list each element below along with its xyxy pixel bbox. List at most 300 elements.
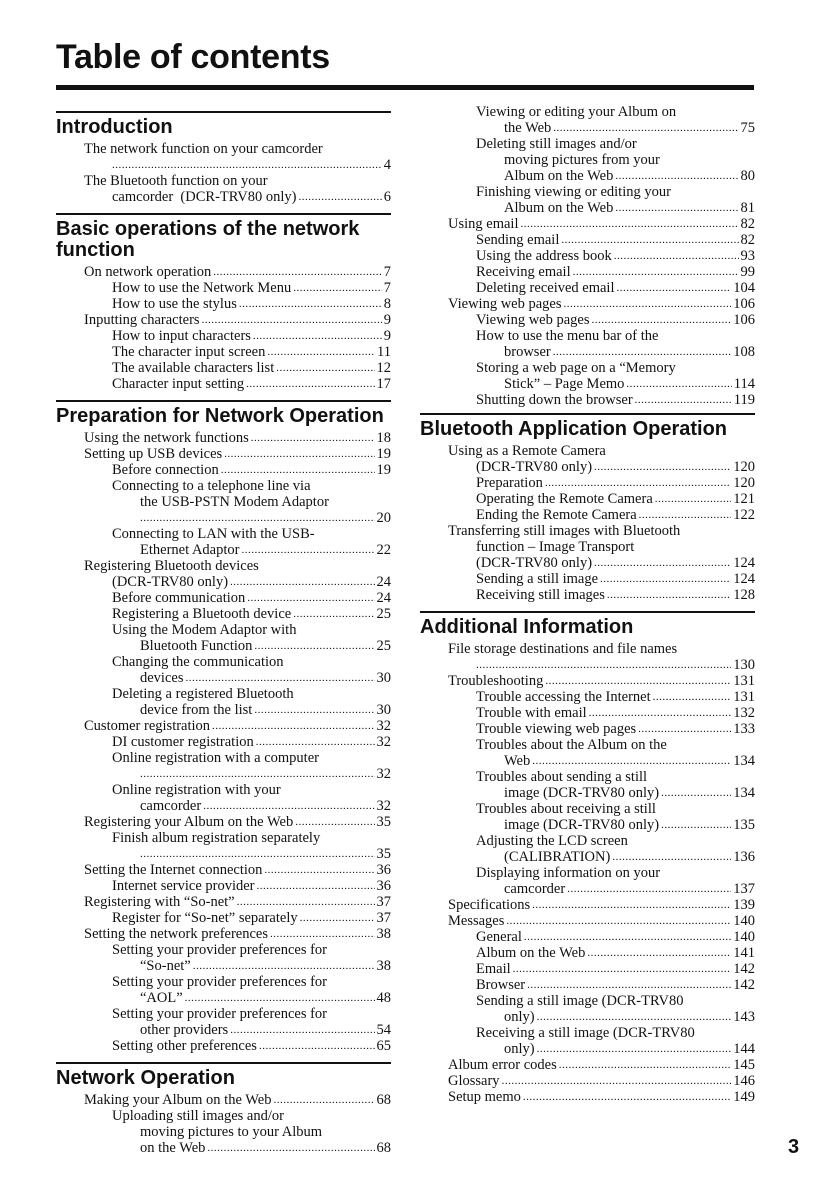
toc-entry[interactable] bbox=[56, 814, 391, 830]
toc-page-number: 137 bbox=[733, 881, 755, 897]
toc-entry-title: Album on the Web bbox=[504, 200, 614, 216]
toc-entry[interactable] bbox=[56, 430, 391, 446]
toc-entry[interactable] bbox=[56, 862, 391, 878]
toc-entry-title: Setting up USB devices bbox=[84, 446, 223, 462]
toc-page-number: 82 bbox=[740, 232, 755, 248]
toc-entry-line: Setting your provider preferences for bbox=[112, 1006, 328, 1022]
dot-leader bbox=[259, 1038, 375, 1054]
toc-entry[interactable] bbox=[420, 705, 755, 721]
toc-page-number: 130 bbox=[733, 657, 755, 673]
toc-entry-title: Shutting down the browser bbox=[476, 392, 633, 408]
toc-entry[interactable] bbox=[56, 462, 391, 478]
dot-leader bbox=[545, 673, 731, 689]
toc-entry[interactable] bbox=[56, 478, 391, 526]
toc-entry-title: image (DCR-TRV80 only) bbox=[504, 817, 660, 833]
toc-entry-title: browser bbox=[504, 344, 551, 360]
toc-page-number: 132 bbox=[733, 705, 755, 721]
toc-entry-title: Using email bbox=[448, 216, 519, 232]
toc-entry-title: Using the address book bbox=[476, 248, 612, 264]
dot-leader bbox=[520, 216, 738, 232]
title-rule bbox=[56, 85, 754, 90]
toc-page-number: 136 bbox=[733, 849, 755, 865]
toc-entry[interactable] bbox=[420, 1025, 755, 1057]
toc-page-number: 99 bbox=[740, 264, 755, 280]
toc-entry[interactable] bbox=[56, 878, 391, 894]
toc-entry-line: File storage destinations and file names bbox=[448, 641, 678, 657]
dot-leader bbox=[502, 1073, 732, 1089]
toc-page-number: 30 bbox=[376, 670, 391, 686]
toc-page-number: 145 bbox=[733, 1057, 755, 1073]
dot-leader bbox=[193, 958, 375, 974]
toc-entry[interactable] bbox=[56, 1038, 391, 1054]
toc-entry[interactable] bbox=[56, 344, 391, 360]
toc-entry-line: Receiving a still image (DCR-TRV80 bbox=[476, 1025, 695, 1041]
dot-leader bbox=[221, 462, 375, 478]
toc-entry[interactable] bbox=[56, 942, 391, 974]
toc-entry-line: Finish album registration separately bbox=[112, 830, 321, 846]
toc-entry-line: Transferring still images with Bluetooth bbox=[448, 523, 681, 539]
toc-page-number: 9 bbox=[383, 328, 391, 344]
dot-leader bbox=[545, 475, 731, 491]
toc-entry-title: Registering a Bluetooth device bbox=[112, 606, 292, 622]
toc-entry[interactable] bbox=[56, 280, 391, 296]
toc-entry-line: Online registration with your bbox=[112, 782, 281, 798]
toc-entry-title: Trouble accessing the Internet bbox=[476, 689, 651, 705]
toc-page-number: 37 bbox=[376, 894, 391, 910]
toc-entry-title: How to input characters bbox=[112, 328, 251, 344]
dot-leader bbox=[293, 606, 374, 622]
toc-section bbox=[420, 413, 755, 603]
toc-entry-title: Album error codes bbox=[448, 1057, 557, 1073]
toc-entry-title: Setting the Internet connection bbox=[84, 862, 263, 878]
toc-entry[interactable] bbox=[56, 296, 391, 312]
toc-entry-line: Uploading still images and/or bbox=[112, 1108, 284, 1124]
toc-page-number: 7 bbox=[383, 280, 391, 296]
dot-leader bbox=[635, 392, 732, 408]
toc-entry-line: Connecting to LAN with the USB- bbox=[112, 526, 315, 542]
page-number: 3 bbox=[788, 1136, 800, 1158]
dot-leader bbox=[251, 430, 375, 446]
toc-entry[interactable] bbox=[420, 913, 755, 929]
toc-page-number: 11 bbox=[377, 344, 391, 360]
toc-entry[interactable] bbox=[420, 248, 755, 264]
toc-entry-title: devices bbox=[140, 670, 184, 686]
toc-entry[interactable] bbox=[56, 910, 391, 926]
toc-entry[interactable] bbox=[420, 1089, 755, 1105]
toc-entry[interactable] bbox=[420, 216, 755, 232]
dot-leader bbox=[561, 232, 738, 248]
toc-page-number: 144 bbox=[733, 1041, 755, 1057]
toc-entry[interactable] bbox=[56, 173, 391, 205]
toc-page-number: 25 bbox=[376, 638, 391, 654]
section-heading[interactable]: Preparation for Network Operation bbox=[56, 405, 384, 427]
toc-page-number: 30 bbox=[376, 702, 391, 718]
toc-entry-line: Displaying information on your bbox=[476, 865, 661, 881]
dot-leader bbox=[247, 590, 374, 606]
toc-entry[interactable] bbox=[420, 833, 755, 865]
toc-entry[interactable] bbox=[56, 734, 391, 750]
toc-page-number: 139 bbox=[733, 897, 755, 913]
toc-page-number: 146 bbox=[733, 1073, 755, 1089]
toc-page-number: 134 bbox=[733, 785, 755, 801]
dot-leader bbox=[254, 638, 374, 654]
toc-entry-title: Viewing web pages bbox=[476, 312, 590, 328]
toc-page-number: 32 bbox=[376, 718, 391, 734]
toc-page-number: 124 bbox=[733, 555, 755, 571]
toc-page-number: 141 bbox=[733, 945, 755, 961]
dot-leader bbox=[506, 913, 731, 929]
dot-leader bbox=[661, 817, 731, 833]
dot-leader bbox=[600, 571, 731, 587]
toc-entry-title: “AOL” bbox=[140, 990, 183, 1006]
toc-entry[interactable] bbox=[420, 392, 755, 408]
toc-page-number: 54 bbox=[376, 1022, 391, 1038]
toc-page-number: 120 bbox=[733, 459, 755, 475]
toc-entry[interactable] bbox=[420, 136, 755, 184]
toc-entry[interactable] bbox=[420, 328, 755, 360]
toc-entry[interactable] bbox=[56, 1006, 391, 1038]
toc-page-number: 25 bbox=[376, 606, 391, 622]
dot-leader bbox=[230, 1022, 374, 1038]
toc-column-left bbox=[56, 105, 391, 1156]
toc-entry-title: Preparation bbox=[476, 475, 543, 491]
toc-entry-line: The Bluetooth function on your bbox=[84, 173, 268, 189]
toc-page-number: 133 bbox=[733, 721, 755, 737]
section-heading[interactable]: Network Operation bbox=[56, 1067, 235, 1089]
toc-entry-line: Online registration with a computer bbox=[112, 750, 319, 766]
dot-leader bbox=[140, 846, 375, 862]
toc-page-number: 17 bbox=[376, 376, 391, 392]
toc-entry[interactable] bbox=[420, 571, 755, 587]
toc-entry-line: Deleting a registered Bluetooth bbox=[112, 686, 294, 702]
toc-entry-line: moving pictures from your bbox=[504, 152, 660, 168]
toc-entry-title: only) bbox=[504, 1009, 535, 1025]
toc-entry-line: Setting your provider preferences for bbox=[112, 942, 328, 958]
dot-leader bbox=[140, 766, 375, 782]
toc-section bbox=[56, 213, 391, 392]
toc-entry[interactable] bbox=[56, 654, 391, 686]
toc-entry[interactable] bbox=[56, 526, 391, 558]
toc-entry-line: moving pictures to your Album bbox=[140, 1124, 323, 1140]
dot-leader bbox=[185, 670, 374, 686]
toc-entry-line: Storing a web page on a “Memory bbox=[476, 360, 676, 376]
toc-page-number: 106 bbox=[733, 296, 755, 312]
toc-entry[interactable] bbox=[420, 475, 755, 491]
dot-leader bbox=[230, 574, 374, 590]
toc-entry-title: Bluetooth Function bbox=[140, 638, 253, 654]
toc-entry-title: Messages bbox=[448, 913, 505, 929]
toc-entry[interactable] bbox=[420, 945, 755, 961]
toc-entry-title: (DCR-TRV80 only) bbox=[476, 555, 593, 571]
toc-entry[interactable] bbox=[420, 801, 755, 833]
toc-page-number: 38 bbox=[376, 958, 391, 974]
dot-leader bbox=[639, 507, 732, 523]
toc-page-number: 142 bbox=[733, 961, 755, 977]
toc-entry[interactable] bbox=[56, 830, 391, 862]
toc-entry-line: Sending a still image (DCR-TRV80 bbox=[476, 993, 684, 1009]
toc-page-number: 24 bbox=[376, 590, 391, 606]
toc-page-number: 32 bbox=[376, 734, 391, 750]
toc-page-number: 131 bbox=[733, 673, 755, 689]
toc-page-number: 36 bbox=[376, 862, 391, 878]
toc-entry[interactable] bbox=[420, 264, 755, 280]
dot-leader bbox=[564, 296, 732, 312]
toc-page-number: 120 bbox=[733, 475, 755, 491]
dot-leader bbox=[661, 785, 731, 801]
toc-page-number: 140 bbox=[733, 929, 755, 945]
toc-page-number: 12 bbox=[376, 360, 391, 376]
dot-leader bbox=[293, 280, 382, 296]
dot-leader bbox=[213, 264, 382, 280]
toc-entry-title: Register for “So-net” separately bbox=[112, 910, 298, 926]
dot-leader bbox=[615, 168, 738, 184]
dot-leader bbox=[532, 753, 731, 769]
toc-page-number: 48 bbox=[376, 990, 391, 1006]
dot-leader bbox=[617, 280, 732, 296]
dot-leader bbox=[256, 734, 375, 750]
toc-page-number: 131 bbox=[733, 689, 755, 705]
toc-section bbox=[56, 400, 391, 1054]
dot-leader bbox=[553, 120, 738, 136]
toc-page-number: 35 bbox=[376, 846, 391, 862]
toc-entry[interactable] bbox=[420, 360, 755, 392]
toc-entry-line: Troubles about receiving a still bbox=[476, 801, 656, 817]
toc-entry[interactable] bbox=[56, 376, 391, 392]
section-heading[interactable]: Bluetooth Application Operation bbox=[420, 418, 728, 440]
toc-entry-title: Receiving email bbox=[476, 264, 571, 280]
toc-page-number: 104 bbox=[733, 280, 755, 296]
toc-entry[interactable] bbox=[420, 993, 755, 1025]
page-title: Table of contents bbox=[56, 38, 330, 76]
toc-entry[interactable] bbox=[420, 641, 755, 673]
toc-entry[interactable] bbox=[420, 104, 755, 136]
dot-leader bbox=[112, 157, 382, 173]
toc-page-number: 65 bbox=[376, 1038, 391, 1054]
toc-page-number: 32 bbox=[376, 766, 391, 782]
dot-leader bbox=[594, 459, 731, 475]
toc-page-number: 22 bbox=[376, 542, 391, 558]
toc-entry[interactable] bbox=[420, 929, 755, 945]
dot-leader bbox=[626, 376, 731, 392]
toc-entry-title: image (DCR-TRV80 only) bbox=[504, 785, 660, 801]
toc-entry-title: The character input screen bbox=[112, 344, 266, 360]
toc-entry-title: other providers bbox=[140, 1022, 229, 1038]
toc-entry-title: Before connection bbox=[112, 462, 219, 478]
dot-leader bbox=[264, 862, 374, 878]
toc-entry[interactable] bbox=[420, 184, 755, 216]
toc-entry[interactable] bbox=[420, 523, 755, 571]
section-heading[interactable]: Basic operations of the network function bbox=[56, 218, 360, 261]
dot-leader bbox=[295, 814, 374, 830]
toc-entry[interactable] bbox=[420, 507, 755, 523]
toc-entry[interactable] bbox=[56, 328, 391, 344]
toc-entry[interactable] bbox=[56, 1108, 391, 1156]
toc-entry[interactable] bbox=[420, 1057, 755, 1073]
toc-entry-title: (DCR-TRV80 only) bbox=[476, 459, 593, 475]
toc-entry-title: On network operation bbox=[84, 264, 212, 280]
toc-entry-title: camcorder bbox=[504, 881, 566, 897]
toc-entry-title: General bbox=[476, 929, 522, 945]
toc-entry[interactable] bbox=[420, 312, 755, 328]
toc-entry-title: Character input setting bbox=[112, 376, 245, 392]
toc-entry-line: Troubles about sending a still bbox=[476, 769, 648, 785]
toc-entry[interactable] bbox=[56, 622, 391, 654]
toc-entry[interactable] bbox=[56, 750, 391, 782]
toc-page-number: 106 bbox=[733, 312, 755, 328]
dot-leader bbox=[246, 376, 374, 392]
toc-section bbox=[56, 1062, 391, 1156]
toc-entry-title: Setup memo bbox=[448, 1089, 521, 1105]
toc-page-number: 124 bbox=[733, 571, 755, 587]
toc-entry[interactable] bbox=[420, 977, 755, 993]
toc-entry[interactable] bbox=[420, 443, 755, 475]
toc-entry[interactable] bbox=[420, 897, 755, 913]
toc-entry-title: device from the list bbox=[140, 702, 253, 718]
toc-entry[interactable] bbox=[56, 264, 391, 280]
toc-entry-title: The available characters list bbox=[112, 360, 275, 376]
toc-entry[interactable] bbox=[56, 782, 391, 814]
toc-entry[interactable] bbox=[56, 894, 391, 910]
toc-entry[interactable] bbox=[420, 721, 755, 737]
toc-entry[interactable] bbox=[56, 606, 391, 622]
dot-leader bbox=[607, 587, 731, 603]
toc-page-number: 93 bbox=[740, 248, 755, 264]
dot-leader bbox=[239, 296, 382, 312]
toc-entry[interactable] bbox=[420, 587, 755, 603]
dot-leader bbox=[224, 446, 374, 462]
toc-entry[interactable] bbox=[420, 1073, 755, 1089]
toc-entry[interactable] bbox=[56, 446, 391, 462]
toc-entry-line: Troubles about the Album on the bbox=[476, 737, 667, 753]
toc-entry-line: Setting your provider preferences for bbox=[112, 974, 328, 990]
dot-leader bbox=[524, 929, 731, 945]
dot-leader bbox=[615, 200, 738, 216]
toc-entry-line: Using as a Remote Camera bbox=[448, 443, 606, 459]
toc-entry[interactable] bbox=[56, 974, 391, 1006]
toc-entry[interactable] bbox=[420, 673, 755, 689]
dot-leader bbox=[537, 1009, 732, 1025]
dot-leader bbox=[655, 491, 731, 507]
toc-entry[interactable] bbox=[420, 491, 755, 507]
toc-page-number: 140 bbox=[733, 913, 755, 929]
toc-entry[interactable] bbox=[56, 1092, 391, 1108]
toc-page-number: 143 bbox=[733, 1009, 755, 1025]
toc-entry-title: Sending email bbox=[476, 232, 560, 248]
toc-entry-title: Trouble viewing web pages bbox=[476, 721, 637, 737]
toc-entry-line: Deleting still images and/or bbox=[476, 136, 637, 152]
toc-entry-title: (CALIBRATION) bbox=[504, 849, 611, 865]
toc-entry-title: camcorder bbox=[140, 798, 202, 814]
toc-entry[interactable] bbox=[420, 689, 755, 705]
dot-leader bbox=[638, 721, 731, 737]
toc-entry-line: Connecting to a telephone line via bbox=[112, 478, 311, 494]
dot-leader bbox=[203, 798, 374, 814]
toc-entry-title: Setting other preferences bbox=[112, 1038, 257, 1054]
dot-leader bbox=[573, 264, 739, 280]
toc-entry[interactable] bbox=[56, 686, 391, 718]
toc-entry[interactable] bbox=[56, 590, 391, 606]
toc-page-number: 82 bbox=[740, 216, 755, 232]
section-heading[interactable]: Introduction bbox=[56, 116, 173, 138]
toc-entry-title: Sending a still image bbox=[476, 571, 599, 587]
toc-page-number: 7 bbox=[383, 264, 391, 280]
toc-entry-title: Ending the Remote Camera bbox=[476, 507, 637, 523]
toc-page-number: 68 bbox=[376, 1140, 391, 1156]
toc-page-number: 24 bbox=[376, 574, 391, 590]
dot-leader bbox=[527, 977, 731, 993]
toc-entry-title: How to use the Network Menu bbox=[112, 280, 292, 296]
toc-entry[interactable] bbox=[420, 961, 755, 977]
toc-entry-title: Inputting characters bbox=[84, 312, 200, 328]
toc-page-number: 128 bbox=[733, 587, 755, 603]
toc-entry[interactable] bbox=[420, 865, 755, 897]
toc-entry-title: Customer registration bbox=[84, 718, 211, 734]
toc-page-number: 37 bbox=[376, 910, 391, 926]
toc-page-number: 135 bbox=[733, 817, 755, 833]
toc-page-number: 142 bbox=[733, 977, 755, 993]
toc-entry-title: Trouble with email bbox=[476, 705, 587, 721]
toc-entry-title: How to use the stylus bbox=[112, 296, 237, 312]
dot-leader bbox=[567, 881, 731, 897]
toc-page-number: 6 bbox=[383, 189, 391, 205]
dot-leader bbox=[653, 689, 732, 705]
toc-entry[interactable] bbox=[420, 737, 755, 769]
toc-entry-title: Operating the Remote Camera bbox=[476, 491, 653, 507]
toc-entry[interactable] bbox=[56, 718, 391, 734]
toc-entry[interactable] bbox=[56, 312, 391, 328]
toc-entry-line: function – Image Transport bbox=[476, 539, 635, 555]
dot-leader bbox=[267, 344, 375, 360]
toc-entry[interactable] bbox=[420, 769, 755, 801]
dot-leader bbox=[140, 510, 375, 526]
dot-leader bbox=[270, 926, 375, 942]
toc-entry[interactable] bbox=[56, 558, 391, 590]
dot-leader bbox=[254, 702, 374, 718]
toc-entry-title: Glossary bbox=[448, 1073, 500, 1089]
toc-page-number: 18 bbox=[376, 430, 391, 446]
toc-page-number: 35 bbox=[376, 814, 391, 830]
dot-leader bbox=[559, 1057, 732, 1073]
toc-entry-title: DI customer registration bbox=[112, 734, 254, 750]
toc-entry[interactable] bbox=[56, 141, 391, 173]
dot-leader bbox=[612, 849, 731, 865]
toc-section bbox=[420, 611, 755, 1105]
toc-entry-title: Deleting received email bbox=[476, 280, 615, 296]
toc-entry-title: Album on the Web bbox=[504, 168, 614, 184]
toc-entry[interactable] bbox=[56, 926, 391, 942]
toc-page-number: 20 bbox=[376, 510, 391, 526]
toc-entry-title: Registering with “So-net” bbox=[84, 894, 235, 910]
toc-entry[interactable] bbox=[420, 280, 755, 296]
toc-entry-title: Album on the Web bbox=[476, 945, 586, 961]
toc-page-number: 36 bbox=[376, 878, 391, 894]
toc-entry[interactable] bbox=[420, 296, 755, 312]
section-heading[interactable]: Additional Information bbox=[420, 616, 634, 638]
dot-leader bbox=[257, 878, 375, 894]
toc-entry-title: Making your Album on the Web bbox=[84, 1092, 272, 1108]
toc-entry-title: “So-net” bbox=[140, 958, 191, 974]
toc-entry-title: Internet service provider bbox=[112, 878, 255, 894]
dot-leader bbox=[614, 248, 739, 264]
toc-page-number: 38 bbox=[376, 926, 391, 942]
toc-entry-title: Troubleshooting bbox=[448, 673, 544, 689]
toc-entry-title: Viewing web pages bbox=[448, 296, 562, 312]
toc-page-number: 134 bbox=[733, 753, 755, 769]
toc-page-number: 8 bbox=[383, 296, 391, 312]
toc-entry[interactable] bbox=[420, 232, 755, 248]
toc-entry[interactable] bbox=[56, 360, 391, 376]
toc-entry-line: Changing the communication bbox=[112, 654, 284, 670]
